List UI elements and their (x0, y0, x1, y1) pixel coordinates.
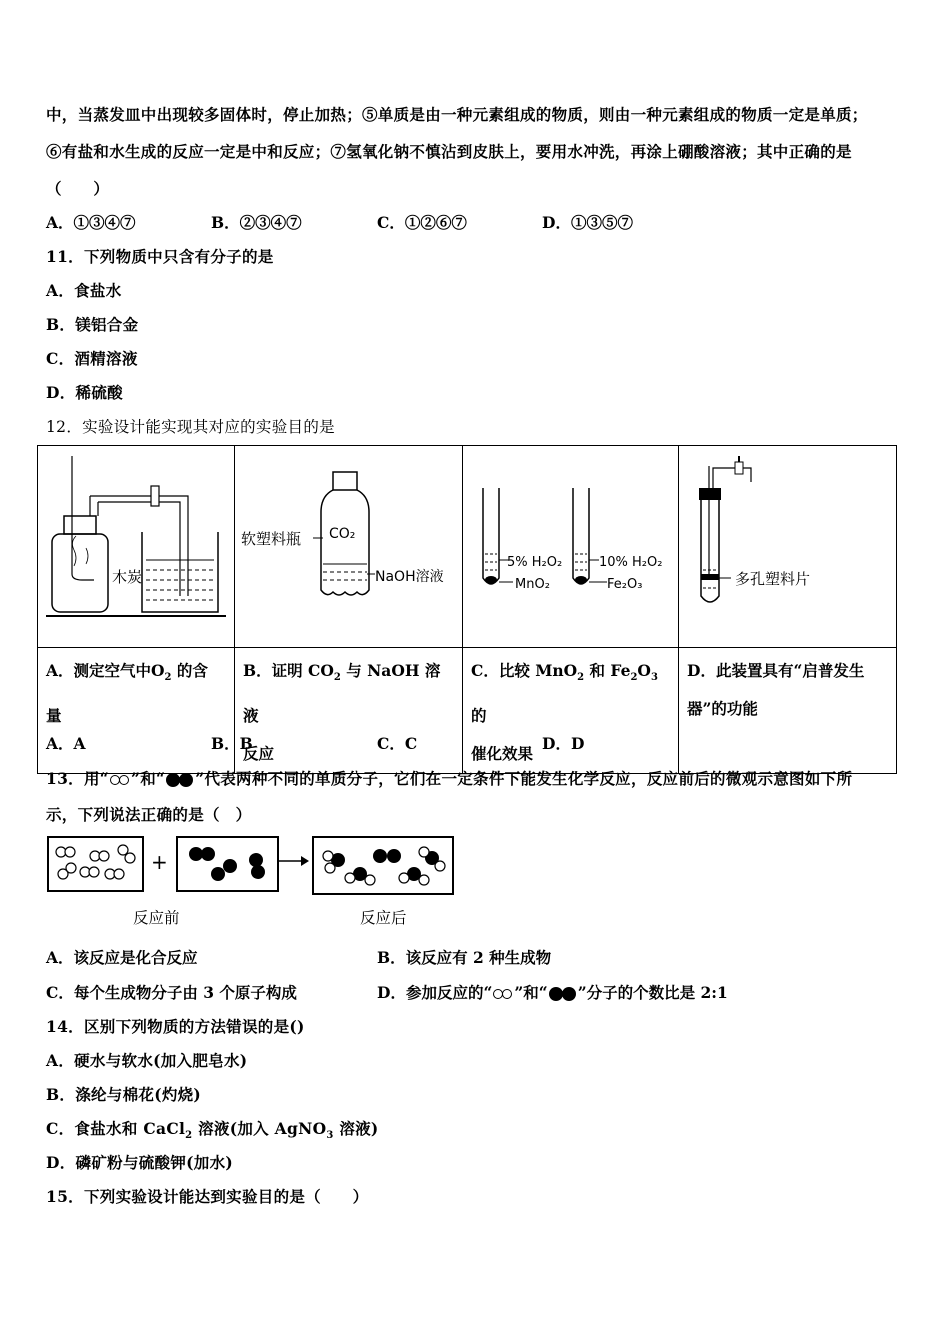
q10-option-a: A．①③④⑦ (46, 213, 136, 232)
naoh-label: NaOH溶液 (375, 569, 444, 585)
q12-figure-a (38, 446, 235, 648)
q10-text-line1: 中，当蒸发皿中出现较多固体时，停止加热；⑤单质是由一种元素组成的物质，则由一种元素组成的物质一定是单质； (46, 105, 868, 124)
white-molecule-icon (109, 774, 131, 786)
bell-jar-apparatus-figure (38, 446, 234, 643)
q14-option-a: A．硬水与软水(加入肥皂水) (46, 1051, 248, 1070)
q13-stem-line2: 示，下列说法正确的是（ ） (46, 805, 252, 824)
reactant-box-white (47, 836, 144, 892)
q12-figure-table (37, 445, 897, 774)
q15-stem: 15．下列实验设计能达到实验目的是（ ） (46, 1187, 369, 1206)
q10-option-c: C．①②⑥⑦ (377, 213, 467, 232)
after-reaction-label: 反应后 (360, 909, 407, 927)
test-tubes-figure (463, 446, 678, 643)
kipp-apparatus-figure (679, 446, 896, 643)
q13-option-b: B．该反应有 2 种生成物 (377, 948, 552, 967)
product-molecules-figure (314, 838, 452, 893)
before-reaction-label: 反应前 (133, 909, 180, 927)
q12-figure-d (679, 446, 897, 648)
q12-figure-c (463, 446, 679, 648)
q12-caption-c: C．比较 MnO$_2$ 和 $Fe_2O_3$ 的 催化效果 (463, 648, 679, 774)
q10-option-b: B．②③④⑦ (211, 213, 302, 232)
white-molecule-icon (492, 988, 514, 1000)
q13-stem-line1: 13．用“ ”和“ ”代表两种不同的单质分子，它们在一定条件下能发生化学反应，反应前后的微观示意图如下所 (46, 769, 853, 788)
q11-stem: 11．下列物质中只含有分子的是 (46, 247, 274, 266)
soft-bottle-figure (235, 446, 462, 643)
reactant-box-black (176, 836, 279, 892)
mno2-label: MnO₂ (515, 577, 550, 592)
porous-plate-label: 多孔塑料片 (735, 570, 811, 588)
charcoal-label: 木炭 (112, 568, 143, 586)
q12-caption-b: B．证明 $CO_2$ 与 NaOH 溶液 反应 (235, 648, 463, 774)
black-molecule-icon (548, 986, 578, 1002)
h2o2-5-label: 5% H₂O₂ (507, 555, 563, 570)
h2o2-10-label: 10% H₂O₂ (599, 555, 663, 570)
q13-option-d: D．参加反应的“ ”和“ ”分子的个数比是 2:1 (377, 983, 728, 1002)
q14-option-b: B．涤纶与棉花(灼烧) (46, 1085, 202, 1104)
q12-figure-b (235, 446, 463, 648)
q10-option-d: D．①③⑤⑦ (542, 213, 633, 232)
q14-option-c: C．食盐水和 CaCl$_2$ 溶液(加入 AgNO$_3$ 溶液) (46, 1119, 379, 1142)
plus-sign: + (151, 850, 168, 874)
q13-option-c: C．每个生成物分子由 3 个原子构成 (46, 983, 297, 1002)
q12-caption-a: A．测定空气中$O_2$ 的含 量 (38, 648, 235, 774)
q12-caption-d: D．此装置具有“启普发生 器”的功能 (679, 648, 897, 774)
soft-bottle-label: 软塑料瓶 (241, 530, 302, 548)
product-box (312, 836, 454, 895)
black-molecules-figure (178, 838, 277, 890)
white-molecules-figure (49, 838, 142, 890)
q12-option-a: A．A (46, 734, 86, 753)
q11-option-b: B．镁铝合金 (46, 315, 139, 334)
q11-option-c: C．酒精溶液 (46, 349, 138, 368)
q12-stem: 12．实验设计能实现其对应的实验目的是 (46, 418, 335, 436)
reaction-arrow-icon (277, 853, 311, 869)
q14-option-d: D．磷矿粉与硫酸钾(加水) (46, 1153, 234, 1172)
co2-label: CO₂ (329, 526, 356, 542)
q13-option-a: A．该反应是化合反应 (46, 948, 198, 967)
q14-stem: 14．区别下列物质的方法错误的是() (46, 1017, 305, 1036)
q12-option-d: D．D (542, 734, 585, 753)
q11-option-a: A．食盐水 (46, 281, 122, 300)
q12-option-c: C．C (377, 734, 418, 753)
q10-text-line3: （ ） (46, 179, 110, 198)
q12-option-b: B．B (211, 734, 253, 753)
q11-option-d: D．稀硫酸 (46, 383, 123, 402)
fe2o3-label: Fe₂O₃ (607, 577, 643, 592)
q10-text-line2: ⑥有盐和水生成的反应一定是中和反应；⑦氢氧化钠不慎沾到皮肤上，要用水冲洗，再涂上硼酸溶液；其中正确的是 (46, 142, 852, 161)
black-molecule-icon (165, 772, 195, 788)
